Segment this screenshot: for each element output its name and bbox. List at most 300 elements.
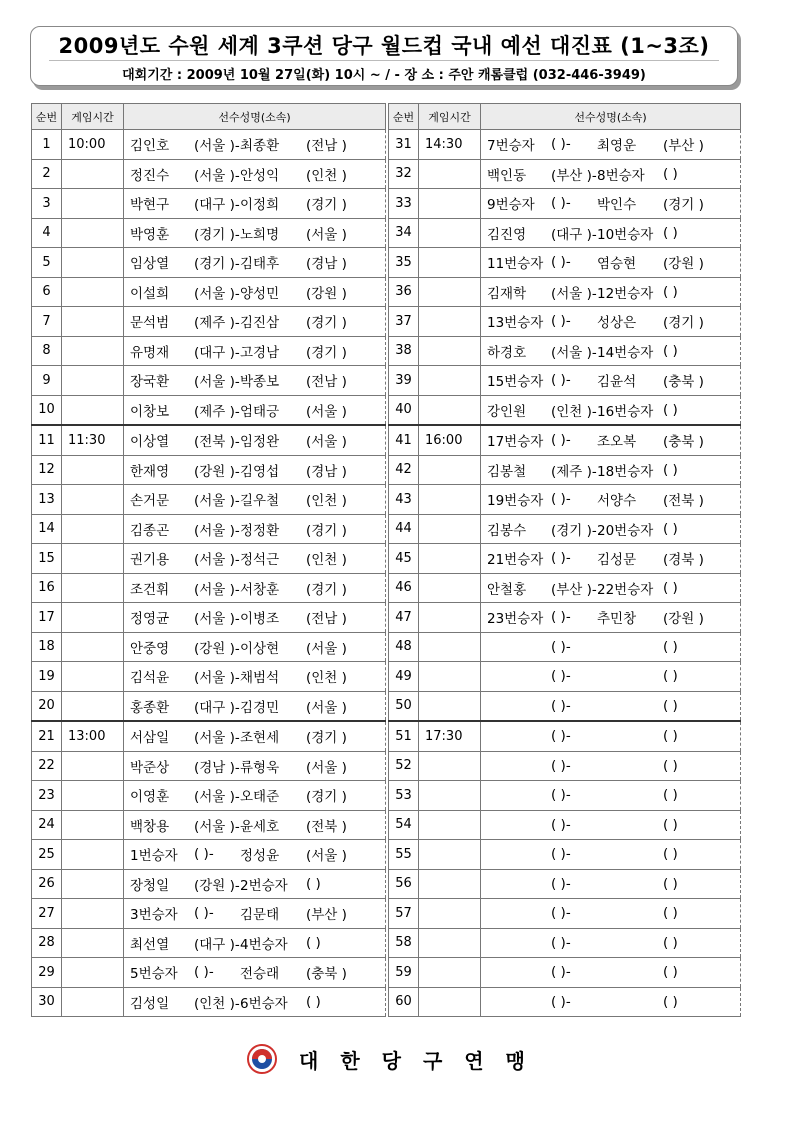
player-1: 홍종환 xyxy=(130,699,170,716)
match-number: 33 xyxy=(389,189,419,219)
player-1: 김봉철 xyxy=(487,463,527,480)
match-players xyxy=(481,573,741,603)
match-number: 57 xyxy=(389,899,419,929)
table-row xyxy=(389,130,741,160)
header-players: 선수성명(소속) xyxy=(124,104,386,130)
player-1-region: (경남 )- xyxy=(194,759,240,776)
player-1: 김봉수 xyxy=(487,522,527,539)
player-1: 19번승자 xyxy=(487,493,544,510)
match-players xyxy=(124,987,386,1017)
game-time xyxy=(419,603,481,633)
table-row xyxy=(32,632,386,662)
match-number: 5 xyxy=(32,248,62,278)
table-row xyxy=(389,218,741,248)
player-2: 최영운 xyxy=(597,138,637,155)
match-number: 23 xyxy=(32,781,62,811)
match-number: 4 xyxy=(32,218,62,248)
player-2: 정정환 xyxy=(240,522,280,539)
game-time xyxy=(419,899,481,929)
table-row xyxy=(32,425,386,455)
player-1: 김진영 xyxy=(487,226,527,243)
player-1-region: (인천 )- xyxy=(551,403,597,420)
player-1-region: (인천 )- xyxy=(194,995,240,1012)
match-players xyxy=(481,721,741,751)
match-players xyxy=(481,928,741,958)
player-2-region: (인천 ) xyxy=(306,552,347,569)
match-players xyxy=(124,366,386,396)
match-players xyxy=(481,632,741,662)
player-1: 김석윤 xyxy=(130,670,170,687)
table-row xyxy=(389,336,741,366)
match-number: 3 xyxy=(32,189,62,219)
match-players xyxy=(124,869,386,899)
player-1-region: (서울 )- xyxy=(551,285,597,302)
player-1-region: (제주 )- xyxy=(194,403,240,420)
match-number: 10 xyxy=(32,395,62,425)
player-2-region: (부산 ) xyxy=(306,907,347,924)
match-players xyxy=(124,573,386,603)
player-2-region: (서울 ) xyxy=(306,403,347,420)
match-players xyxy=(481,544,741,574)
player-1: 유명재 xyxy=(130,344,170,361)
match-players xyxy=(124,928,386,958)
match-players xyxy=(124,455,386,485)
player-1: 백창용 xyxy=(130,818,170,835)
match-players xyxy=(481,248,741,278)
table-row xyxy=(32,485,386,515)
game-time xyxy=(62,958,124,988)
table-row xyxy=(32,721,386,751)
event-info: 대회기간 : 2009년 10월 27일(화) 10시 ~ / - 장 소 : 주안 캐롬클럽 (032-446-3949) xyxy=(122,68,646,83)
player-1: 김재학 xyxy=(487,285,527,302)
player-1: 김성일 xyxy=(130,995,170,1012)
table-row xyxy=(389,189,741,219)
player-2-region: (경기 ) xyxy=(306,581,347,598)
player-1: 박영훈 xyxy=(130,226,170,243)
player-1: 권기용 xyxy=(130,552,170,569)
player-2-region: (경기 ) xyxy=(663,197,704,214)
match-players xyxy=(481,336,741,366)
player-2-region: (강원 ) xyxy=(306,285,347,302)
match-players xyxy=(124,159,386,189)
table-row xyxy=(32,691,386,721)
player-2-region: (충북 ) xyxy=(663,434,704,451)
table-row xyxy=(32,751,386,781)
player-1-region: ( )- xyxy=(551,787,571,804)
player-2-region: (강원 ) xyxy=(663,611,704,628)
table-row xyxy=(389,662,741,692)
game-time xyxy=(419,544,481,574)
player-1: 이영훈 xyxy=(130,789,170,806)
player-2-region: ( ) xyxy=(663,905,678,922)
player-1-region: ( )- xyxy=(551,491,571,508)
player-1-region: (서울 )- xyxy=(194,493,240,510)
table-row xyxy=(389,751,741,781)
game-time xyxy=(62,366,124,396)
player-2: 오태준 xyxy=(240,789,280,806)
match-players xyxy=(481,869,741,899)
match-players xyxy=(481,366,741,396)
table-header-row xyxy=(32,104,386,130)
player-2-region: (경기 ) xyxy=(306,730,347,747)
player-1: 정영균 xyxy=(130,611,170,628)
table-row xyxy=(32,899,386,929)
match-number: 56 xyxy=(389,869,419,899)
player-1-region: (제주 )- xyxy=(194,315,240,332)
player-2: 윤세호 xyxy=(240,818,280,835)
player-1-region: (서울 )- xyxy=(194,374,240,391)
player-2-region: (전남 ) xyxy=(306,138,347,155)
match-number: 53 xyxy=(389,781,419,811)
table-row xyxy=(389,928,741,958)
player-1: 이설희 xyxy=(130,285,170,302)
player-2-region: (서울 ) xyxy=(306,699,347,716)
table-row xyxy=(389,721,741,751)
player-2-region: ( ) xyxy=(663,224,678,241)
title-divider xyxy=(49,60,719,61)
game-time xyxy=(419,632,481,662)
player-1-region: ( )- xyxy=(551,816,571,833)
player-1: 15번승자 xyxy=(487,374,544,391)
match-number: 39 xyxy=(389,366,419,396)
page-title: 2009년도 수원 세계 3쿠션 당구 월드컵 국내 예선 대진표 (1~3조) xyxy=(58,34,710,58)
table-row xyxy=(32,544,386,574)
match-players xyxy=(481,425,741,455)
match-number: 25 xyxy=(32,840,62,870)
game-time xyxy=(62,485,124,515)
table-row xyxy=(389,691,741,721)
table-row xyxy=(389,840,741,870)
player-1: 이상열 xyxy=(130,434,170,451)
player-2-region: ( ) xyxy=(663,461,678,478)
game-time xyxy=(419,840,481,870)
player-1-region: ( )- xyxy=(551,136,571,153)
match-players xyxy=(481,277,741,307)
game-time xyxy=(62,899,124,929)
game-time xyxy=(62,987,124,1017)
player-2: 엄태긍 xyxy=(240,403,280,420)
match-number: 9 xyxy=(32,366,62,396)
game-time xyxy=(62,248,124,278)
player-1-region: ( )- xyxy=(551,905,571,922)
table-row xyxy=(389,514,741,544)
match-players xyxy=(124,632,386,662)
player-1: 조건휘 xyxy=(130,581,170,598)
match-number: 11 xyxy=(32,425,62,455)
match-number: 26 xyxy=(32,869,62,899)
match-number: 15 xyxy=(32,544,62,574)
game-time xyxy=(419,248,481,278)
table-row xyxy=(32,159,386,189)
header-time: 게임시간 xyxy=(419,104,481,130)
player-2: 고경남 xyxy=(240,344,280,361)
match-players xyxy=(124,248,386,278)
player-2: 서양수 xyxy=(597,493,637,510)
player-1-region: (경기 )- xyxy=(551,522,597,539)
game-time xyxy=(419,810,481,840)
table-row xyxy=(32,307,386,337)
player-1: 손거문 xyxy=(130,493,170,510)
table-row xyxy=(389,277,741,307)
player-2: 류형욱 xyxy=(240,759,280,776)
player-2-region: ( ) xyxy=(306,934,321,951)
match-number: 20 xyxy=(32,691,62,721)
player-2: 이정희 xyxy=(240,197,280,214)
player-2-region: (경기 ) xyxy=(306,344,347,361)
player-2: 조오복 xyxy=(597,434,637,451)
player-1: 문석범 xyxy=(130,315,170,332)
player-1: 17번승자 xyxy=(487,434,544,451)
game-time xyxy=(419,781,481,811)
table-row xyxy=(389,307,741,337)
player-2: 김윤석 xyxy=(597,374,637,391)
player-1-region: ( )- xyxy=(551,313,571,330)
match-players xyxy=(124,336,386,366)
player-2: 이상현 xyxy=(240,640,280,657)
player-2-region: ( ) xyxy=(663,846,678,863)
player-1-region: ( )- xyxy=(551,697,571,714)
game-time xyxy=(62,544,124,574)
player-2: 채범석 xyxy=(240,670,280,687)
player-2-region: (서울 ) xyxy=(306,848,347,865)
match-number: 45 xyxy=(389,544,419,574)
game-time xyxy=(419,485,481,515)
footer xyxy=(0,1041,794,1077)
player-1: 이창보 xyxy=(130,403,170,420)
player-1-region: (서울 )- xyxy=(194,552,240,569)
player-2-region: ( ) xyxy=(663,668,678,685)
match-number: 16 xyxy=(32,573,62,603)
game-time: 11:30 xyxy=(62,425,124,455)
match-number: 6 xyxy=(32,277,62,307)
match-players xyxy=(124,189,386,219)
player-2-region: ( ) xyxy=(663,579,678,596)
player-1-region: ( )- xyxy=(551,195,571,212)
player-1-region: ( )- xyxy=(551,609,571,626)
player-2-region: ( ) xyxy=(306,875,321,892)
player-1-region: (서울 )- xyxy=(194,522,240,539)
player-1-region: (강원 )- xyxy=(194,640,240,657)
player-1-region: (대구 )- xyxy=(194,936,240,953)
player-2: 4번승자 xyxy=(240,936,288,953)
game-time xyxy=(419,928,481,958)
game-time xyxy=(62,336,124,366)
player-1: 한재영 xyxy=(130,463,170,480)
table-row xyxy=(389,987,741,1017)
player-1-region: (서울 )- xyxy=(194,818,240,835)
match-number: 38 xyxy=(389,336,419,366)
player-1-region: ( )- xyxy=(194,905,214,922)
bracket-table-left xyxy=(31,103,386,1017)
match-players xyxy=(124,130,386,160)
match-number: 34 xyxy=(389,218,419,248)
player-1-region: (대구 )- xyxy=(551,226,597,243)
game-time xyxy=(419,573,481,603)
table-row xyxy=(389,544,741,574)
player-1-region: (서울 )- xyxy=(194,670,240,687)
table-row xyxy=(389,810,741,840)
player-2-region: ( ) xyxy=(663,816,678,833)
table-row xyxy=(32,189,386,219)
table-row xyxy=(389,573,741,603)
player-2: 6번승자 xyxy=(240,995,288,1012)
table-row xyxy=(32,277,386,307)
player-1: 장청일 xyxy=(130,877,170,894)
player-2: 이병조 xyxy=(240,611,280,628)
match-players xyxy=(124,425,386,455)
match-players xyxy=(124,544,386,574)
game-time xyxy=(419,455,481,485)
table-header-row xyxy=(389,104,741,130)
match-number: 51 xyxy=(389,721,419,751)
match-number: 46 xyxy=(389,573,419,603)
match-number: 22 xyxy=(32,751,62,781)
player-1-region: ( )- xyxy=(551,875,571,892)
match-number: 8 xyxy=(32,336,62,366)
match-players xyxy=(124,485,386,515)
match-players xyxy=(481,395,741,425)
match-players xyxy=(481,751,741,781)
match-players xyxy=(124,395,386,425)
player-1: 하경호 xyxy=(487,344,527,361)
table-row xyxy=(389,603,741,633)
game-time xyxy=(62,395,124,425)
player-2: 노희명 xyxy=(240,226,280,243)
player-2-region: (경남 ) xyxy=(306,463,347,480)
player-1: 9번승자 xyxy=(487,197,535,214)
table-row xyxy=(389,248,741,278)
player-2: 염승현 xyxy=(597,256,637,273)
match-number: 32 xyxy=(389,159,419,189)
player-2-region: (인천 ) xyxy=(306,670,347,687)
player-1-region: (서울 )- xyxy=(551,344,597,361)
table-row xyxy=(32,928,386,958)
player-2-region: ( ) xyxy=(663,993,678,1010)
player-1: 안중영 xyxy=(130,640,170,657)
player-2-region: (경기 ) xyxy=(663,315,704,332)
player-2: 김경민 xyxy=(240,699,280,716)
player-1-region: ( )- xyxy=(551,934,571,951)
match-players xyxy=(481,958,741,988)
player-2-region: ( ) xyxy=(663,757,678,774)
player-2: 안성익 xyxy=(240,167,280,184)
player-2-region: ( ) xyxy=(663,934,678,951)
player-2-region: ( ) xyxy=(663,520,678,537)
player-1-region: ( )- xyxy=(194,846,214,863)
match-players xyxy=(481,810,741,840)
match-number: 1 xyxy=(32,130,62,160)
match-number: 31 xyxy=(389,130,419,160)
kbf-logo-icon xyxy=(247,1044,277,1074)
player-1: 백인동 xyxy=(487,167,527,184)
player-2: 김진삼 xyxy=(240,315,280,332)
player-1-region: (서울 )- xyxy=(194,789,240,806)
match-number: 13 xyxy=(32,485,62,515)
player-2-region: (경북 ) xyxy=(663,552,704,569)
game-time xyxy=(62,277,124,307)
table-row xyxy=(32,395,386,425)
player-1-region: (부산 )- xyxy=(551,581,597,598)
player-2: 조현세 xyxy=(240,730,280,747)
table-row xyxy=(389,485,741,515)
match-number: 54 xyxy=(389,810,419,840)
player-2-region: ( ) xyxy=(663,165,678,182)
game-time xyxy=(62,189,124,219)
match-players xyxy=(124,781,386,811)
player-2-region: (전북 ) xyxy=(663,493,704,510)
game-time xyxy=(62,810,124,840)
player-2: 18번승자 xyxy=(597,463,654,480)
player-1-region: (대구 )- xyxy=(194,344,240,361)
player-1: 3번승자 xyxy=(130,907,178,924)
match-players xyxy=(481,987,741,1017)
player-1: 7번승자 xyxy=(487,138,535,155)
match-players xyxy=(124,899,386,929)
player-1-region: (강원 )- xyxy=(194,877,240,894)
player-2-region: (경기 ) xyxy=(306,789,347,806)
player-1: 11번승자 xyxy=(487,256,544,273)
table-row xyxy=(32,603,386,633)
match-number: 44 xyxy=(389,514,419,544)
match-players xyxy=(124,662,386,692)
player-1-region: ( )- xyxy=(551,757,571,774)
player-1-region: (대구 )- xyxy=(194,699,240,716)
player-2: 정석근 xyxy=(240,552,280,569)
player-1-region: ( )- xyxy=(551,638,571,655)
player-1-region: ( )- xyxy=(194,964,214,981)
player-2-region: (서울 ) xyxy=(306,759,347,776)
match-number: 49 xyxy=(389,662,419,692)
match-players xyxy=(481,840,741,870)
player-2-region: ( ) xyxy=(663,875,678,892)
player-2-region: ( ) xyxy=(663,964,678,981)
player-2-region: (경남 ) xyxy=(306,256,347,273)
match-number: 24 xyxy=(32,810,62,840)
table-row xyxy=(389,899,741,929)
game-time xyxy=(62,573,124,603)
match-number: 18 xyxy=(32,632,62,662)
player-2-region: ( ) xyxy=(663,342,678,359)
player-2-region: ( ) xyxy=(663,401,678,418)
match-number: 19 xyxy=(32,662,62,692)
table-row xyxy=(389,159,741,189)
player-1: 장국환 xyxy=(130,374,170,391)
match-players xyxy=(481,781,741,811)
table-row xyxy=(32,869,386,899)
game-time xyxy=(419,869,481,899)
match-number: 47 xyxy=(389,603,419,633)
player-1-region: ( )- xyxy=(551,372,571,389)
player-2-region: ( ) xyxy=(306,993,321,1010)
match-players xyxy=(124,721,386,751)
game-time xyxy=(419,662,481,692)
table-row xyxy=(32,958,386,988)
table-row xyxy=(32,218,386,248)
table-row xyxy=(389,395,741,425)
table-row xyxy=(389,455,741,485)
game-time xyxy=(419,366,481,396)
match-number: 27 xyxy=(32,899,62,929)
match-number: 35 xyxy=(389,248,419,278)
player-2: 김영섭 xyxy=(240,463,280,480)
match-players xyxy=(481,130,741,160)
player-2: 최종환 xyxy=(240,138,280,155)
player-1: 정진수 xyxy=(130,167,170,184)
player-1: 박현구 xyxy=(130,197,170,214)
player-2: 김문태 xyxy=(240,907,280,924)
player-1-region: (서울 )- xyxy=(194,285,240,302)
game-time xyxy=(62,781,124,811)
